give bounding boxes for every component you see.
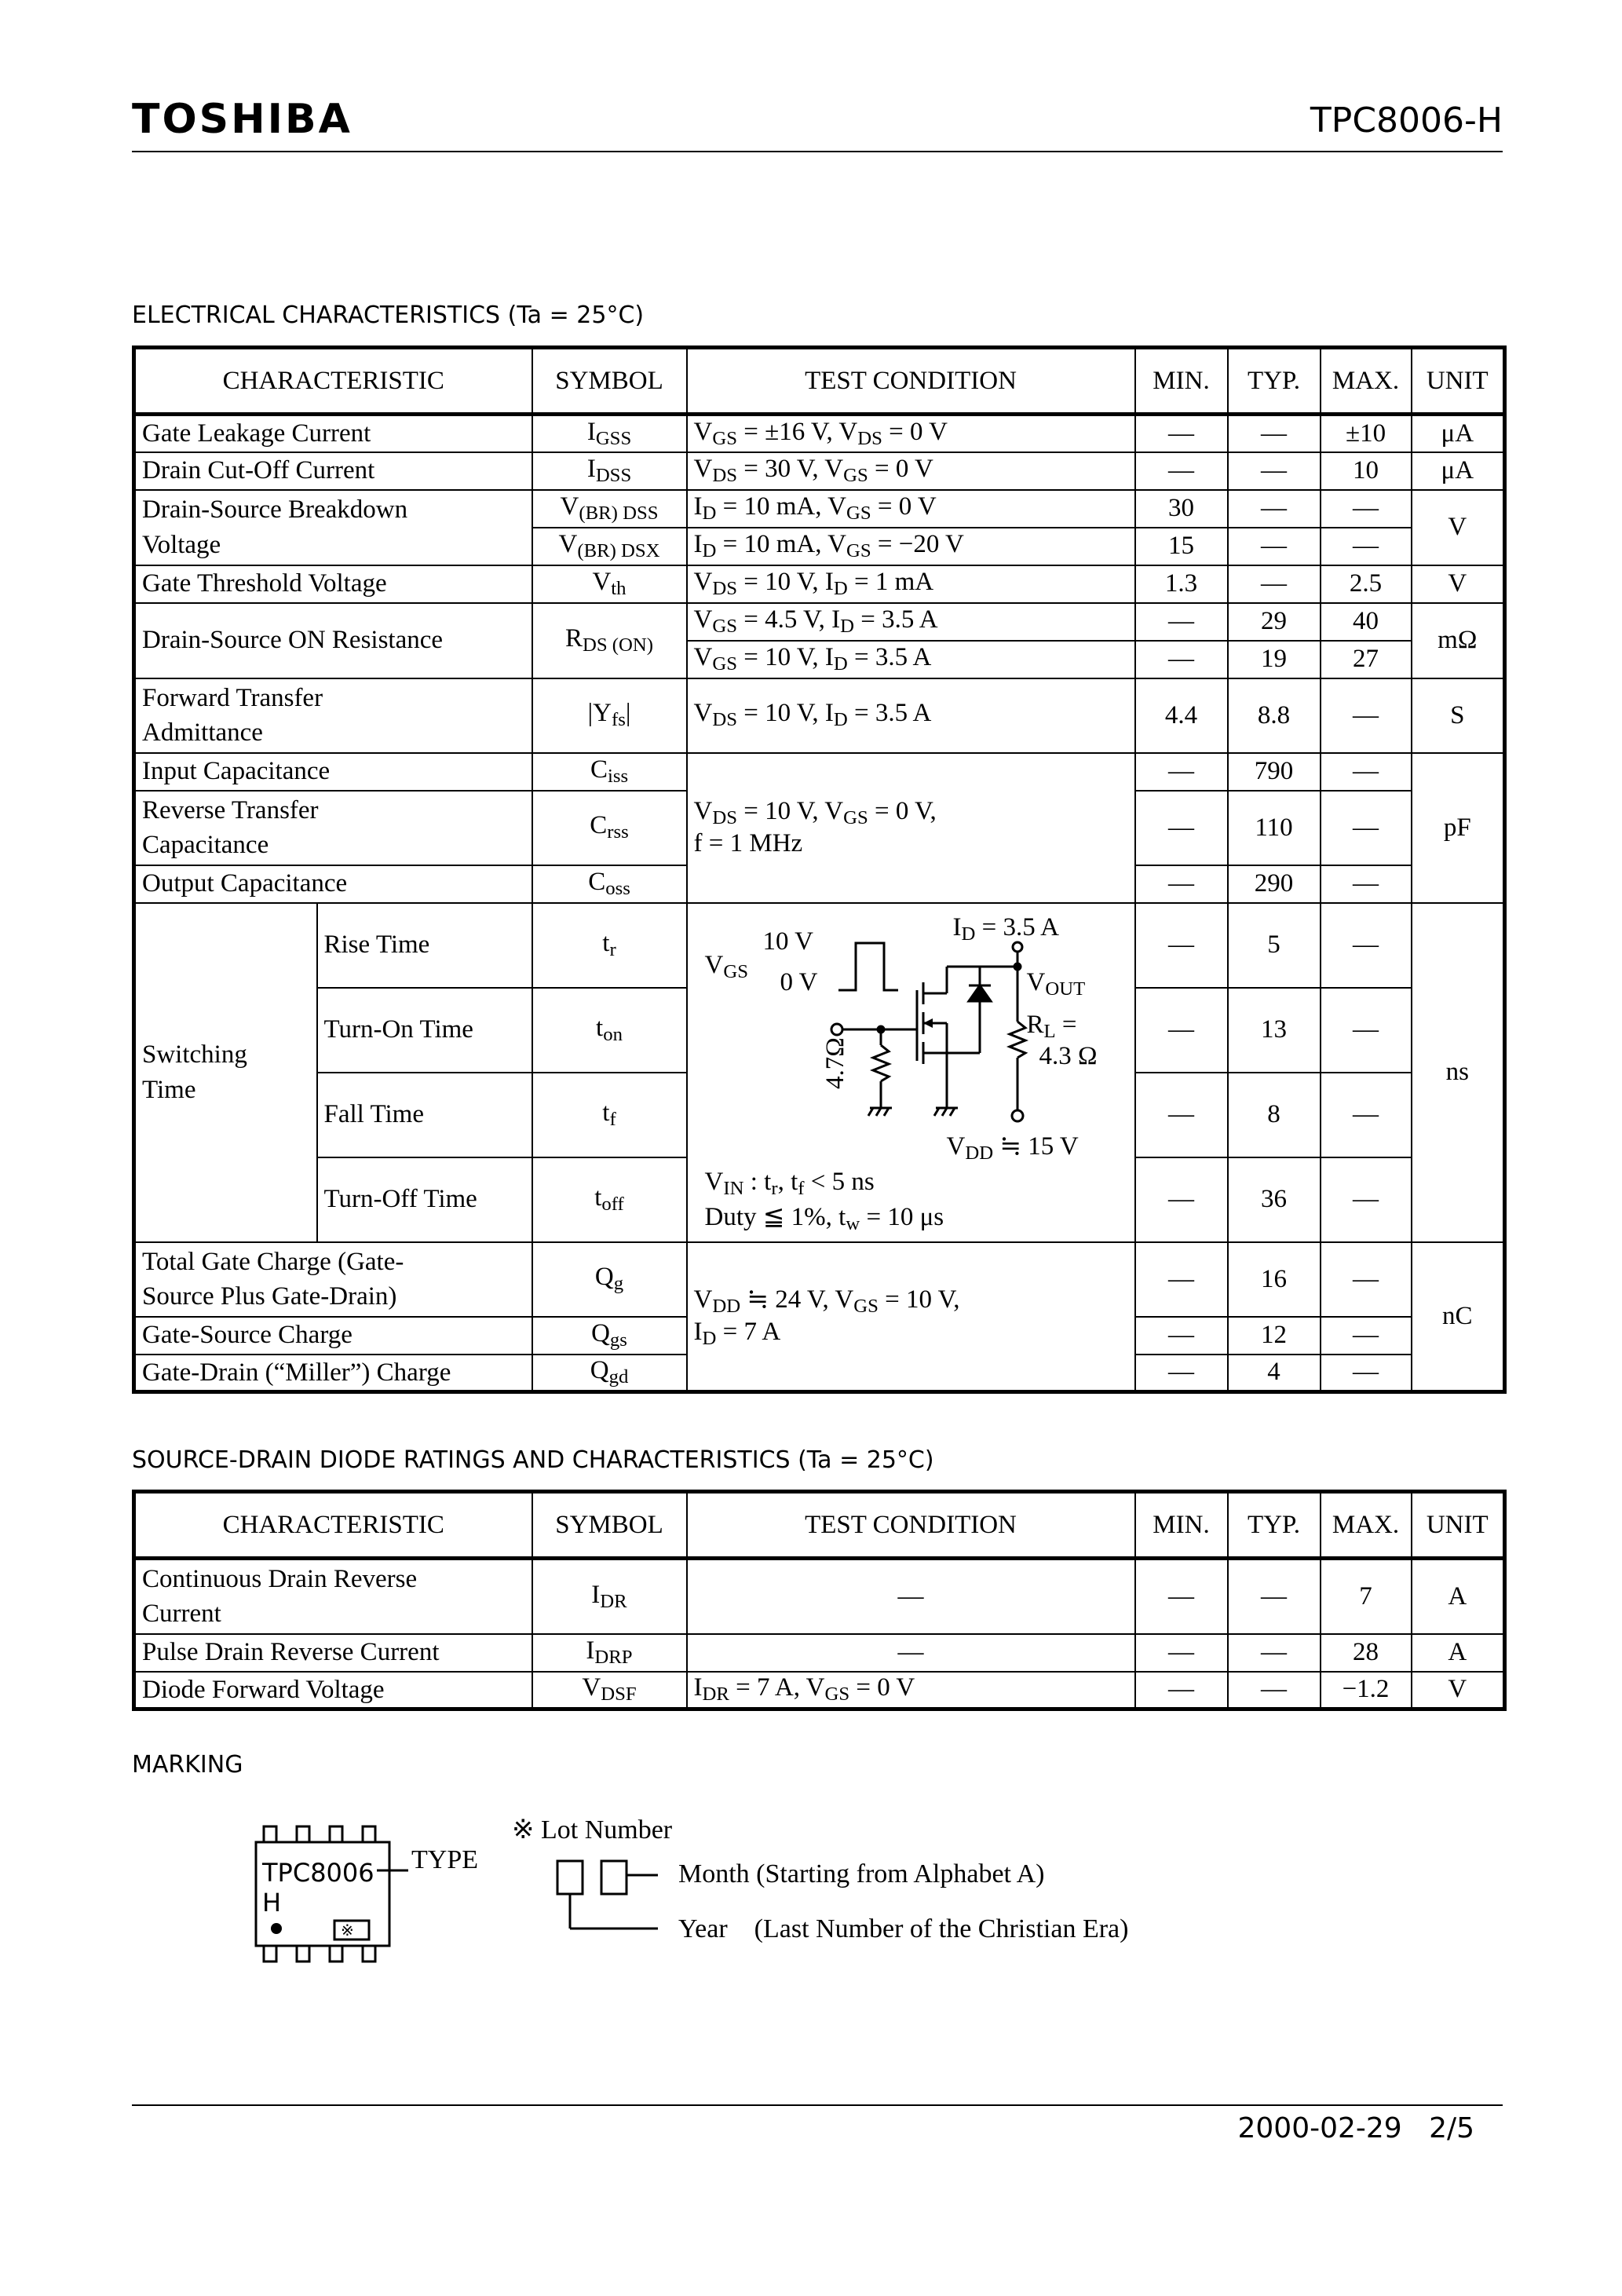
typ-value: 8.8	[1228, 678, 1321, 753]
characteristic-name: Total Gate Charge (Gate- Source Plus Gate-Drain)	[134, 1242, 532, 1317]
min-value: —	[1135, 753, 1228, 791]
table-row	[134, 1559, 1505, 1634]
typ-value: 12	[1228, 1317, 1321, 1355]
table-row	[134, 903, 1505, 988]
min-value: 30	[1135, 490, 1228, 528]
table-row	[134, 452, 1505, 490]
typ-value: —	[1228, 528, 1321, 565]
test-condition: $V_{DS} = 10$ V, $I_D = 3.5$ A	[687, 678, 1135, 753]
header-typ: TYP.	[1228, 348, 1321, 415]
header-min: MIN.	[1135, 348, 1228, 415]
header-symbol: SYMBOL	[532, 348, 687, 415]
page-header	[132, 93, 1503, 152]
symbol: $V_{(BR) DSS}$	[532, 490, 687, 528]
typ-value: 110	[1228, 791, 1321, 865]
footer-divider	[132, 2104, 1503, 2106]
min-value: —	[1135, 1073, 1228, 1157]
symbol: $C_{iss}$	[532, 753, 687, 791]
typ-value: 13	[1228, 988, 1321, 1073]
symbol: $t_f$	[532, 1073, 687, 1157]
max-value: 40	[1321, 603, 1412, 641]
min-value: —	[1135, 903, 1228, 988]
characteristic-name: Pulse Drain Reverse Current	[134, 1634, 532, 1672]
min-value: 15	[1135, 528, 1228, 565]
typ-value: 29	[1228, 603, 1321, 641]
header-test-condition: TEST CONDITION	[687, 1492, 1135, 1559]
symbol: $V_{(BR) DSX}$	[532, 528, 687, 565]
characteristic-name: Gate-Source Charge	[134, 1317, 532, 1355]
max-value: —	[1321, 528, 1412, 565]
min-value: —	[1135, 1242, 1228, 1317]
circuit-rl-value: 4.3 Ω	[1039, 1041, 1098, 1070]
symbol: $C_{rss}$	[532, 791, 687, 865]
unit: V	[1412, 1672, 1505, 1709]
characteristic-name: Drain Cut-Off Current	[134, 452, 532, 490]
max-value: 28	[1321, 1634, 1412, 1672]
max-value: —	[1321, 1157, 1412, 1242]
typ-value: 4	[1228, 1355, 1321, 1392]
lot-number-label: ※ Lot Number	[512, 1815, 673, 1844]
page-footer	[1238, 2112, 1475, 2144]
test-condition: $V_{DS} = 10$ V, $I_D = 1$ mA	[687, 565, 1135, 603]
unit: A	[1412, 1634, 1505, 1672]
characteristic-name: Continuous Drain Reverse Current	[134, 1559, 532, 1634]
table-row	[134, 603, 1505, 641]
diode-ratings-table	[132, 1490, 1507, 1711]
test-condition: —	[687, 1634, 1135, 1672]
table-row	[134, 678, 1505, 753]
package-lot-mark: ※	[341, 1922, 354, 1940]
characteristic-name: Drain-Source ON Resistance	[134, 603, 532, 678]
circuit-0v-label: 0 V	[780, 967, 818, 996]
max-value: ±10	[1321, 415, 1412, 452]
min-value: —	[1135, 603, 1228, 641]
symbol: $I_{GSS}$	[532, 415, 687, 452]
unit: ns	[1412, 903, 1505, 1242]
test-condition: $V_{GS} = \pm 16$ V, $V_{DS} = 0$ V	[687, 415, 1135, 452]
min-value: —	[1135, 415, 1228, 452]
lot-year-label: Year (Last Number of the Christian Era)	[678, 1914, 1129, 1943]
max-value: —	[1321, 678, 1412, 753]
type-label: TYPE	[411, 1845, 478, 1874]
max-value: 2.5	[1321, 565, 1412, 603]
header-symbol: SYMBOL	[532, 1492, 687, 1559]
characteristic-name: Gate Threshold Voltage	[134, 565, 532, 603]
test-condition: $I_D = 10$ mA, $V_{GS} = 0$ V	[687, 490, 1135, 528]
characteristic-name: Input Capacitance	[134, 753, 532, 791]
test-condition: $I_D = 10$ mA, $V_{GS} = -20$ V	[687, 528, 1135, 565]
symbol: $|Y_{fs}|$	[532, 678, 687, 753]
min-value: —	[1135, 791, 1228, 865]
max-value: —	[1321, 1073, 1412, 1157]
typ-value: 19	[1228, 641, 1321, 678]
unit: S	[1412, 678, 1505, 753]
max-value: —	[1321, 1317, 1412, 1355]
max-value: —	[1321, 903, 1412, 988]
unit: mΩ	[1412, 603, 1505, 678]
circuit-vout-label: $V_{OUT}$	[1026, 967, 1086, 1000]
lot-month-label: Month (Starting from Alphabet A)	[678, 1859, 1045, 1888]
circuit-vdd-label: $V_{DD}$ ≒ 15 V	[946, 1132, 1079, 1164]
symbol: $R_{DS (ON)}$	[532, 603, 687, 678]
characteristic-name: Drain-Source Breakdown Voltage	[134, 490, 532, 565]
unit: μA	[1412, 415, 1505, 452]
max-value: —	[1321, 753, 1412, 791]
typ-value: 16	[1228, 1242, 1321, 1317]
symbol: $t_{on}$	[532, 988, 687, 1073]
test-condition: $V_{GS} = 10$ V, $I_D = 3.5$ A	[687, 641, 1135, 678]
typ-value: —	[1228, 1672, 1321, 1709]
min-value: —	[1135, 1157, 1228, 1242]
typ-value: —	[1228, 565, 1321, 603]
electrical-characteristics-table	[132, 345, 1507, 1394]
max-value: —	[1321, 1242, 1412, 1317]
characteristic-name: Gate-Drain (“Miller”) Charge	[134, 1355, 532, 1392]
max-value: —	[1321, 988, 1412, 1073]
test-condition: $I_{DR} = 7$ A, $V_{GS} = 0$ V	[687, 1672, 1135, 1709]
max-value: —	[1321, 490, 1412, 528]
section-title-electrical: ELECTRICAL CHARACTERISTICS (Ta = 25°C)	[132, 302, 645, 329]
characteristic-name: Diode Forward Voltage	[134, 1672, 532, 1709]
typ-value: 5	[1228, 903, 1321, 988]
min-value: —	[1135, 1317, 1228, 1355]
unit: V	[1412, 565, 1505, 603]
table-row	[134, 1242, 1505, 1317]
min-value: —	[1135, 641, 1228, 678]
switching-time-group: Switching Time	[134, 903, 317, 1242]
circuit-10v-label: 10 V	[762, 927, 814, 956]
marking-diagram	[236, 1814, 1531, 1979]
characteristic-name: Turn-Off Time	[317, 1157, 532, 1242]
symbol: $Q_{gd}$	[532, 1355, 687, 1392]
section-title-marking: MARKING	[132, 1751, 243, 1779]
characteristic-name: Fall Time	[317, 1073, 532, 1157]
symbol: $Q_g$	[532, 1242, 687, 1317]
typ-value: —	[1228, 1634, 1321, 1672]
typ-value: —	[1228, 1559, 1321, 1634]
test-condition: $V_{DD}$ ≒ 24 V, $V_{GS} = 10$ V, $I_D = 7$ A	[687, 1242, 1135, 1392]
symbol: $I_{DRP}$	[532, 1634, 687, 1672]
max-value: −1.2	[1321, 1672, 1412, 1709]
min-value: —	[1135, 1634, 1228, 1672]
unit: μA	[1412, 452, 1505, 490]
characteristic-name: Output Capacitance	[134, 865, 532, 903]
min-value: 4.4	[1135, 678, 1228, 753]
min-value: —	[1135, 1355, 1228, 1392]
symbol: $C_{oss}$	[532, 865, 687, 903]
unit: pF	[1412, 753, 1505, 903]
table-row	[134, 490, 1505, 528]
characteristic-name: Gate Leakage Current	[134, 415, 532, 452]
min-value: —	[1135, 1559, 1228, 1634]
part-number: TPC8006-H	[1310, 101, 1503, 141]
switching-test-circuit	[687, 903, 1135, 1242]
min-value: —	[1135, 1672, 1228, 1709]
characteristic-name: Forward Transfer Admittance	[134, 678, 532, 753]
footer-date: 2000-02-29	[1237, 2112, 1402, 2144]
typ-value: 8	[1228, 1073, 1321, 1157]
unit: nC	[1412, 1242, 1505, 1392]
symbol: $I_{DSS}$	[532, 452, 687, 490]
typ-value: —	[1228, 490, 1321, 528]
header-test-condition: TEST CONDITION	[687, 348, 1135, 415]
max-value: 10	[1321, 452, 1412, 490]
circuit-vgs-label: $V_{GS}$	[704, 950, 748, 982]
toshiba-logo: TOSHIBA	[132, 96, 353, 143]
test-condition: $V_{DS} = 10$ V, $V_{GS} = 0$ V, f = 1 MHz	[687, 753, 1135, 903]
max-value: 7	[1321, 1559, 1412, 1634]
header-characteristic: CHARACTERISTIC	[134, 348, 532, 415]
characteristic-name: Rise Time	[317, 903, 532, 988]
package-marking-line1: TPC8006	[262, 1858, 374, 1888]
test-condition: $V_{DS} = 30$ V, $V_{GS} = 0$ V	[687, 452, 1135, 490]
header-typ: TYP.	[1228, 1492, 1321, 1559]
table-row	[134, 753, 1505, 791]
min-value: —	[1135, 452, 1228, 490]
header-min: MIN.	[1135, 1492, 1228, 1559]
package-marking-line2: H	[262, 1888, 282, 1918]
typ-value: 36	[1228, 1157, 1321, 1242]
table-row	[134, 1672, 1505, 1709]
table-row	[134, 415, 1505, 452]
header-max: MAX.	[1321, 348, 1412, 415]
header-unit: UNIT	[1412, 1492, 1505, 1559]
typ-value: —	[1228, 415, 1321, 452]
max-value: —	[1321, 1355, 1412, 1392]
typ-value: 290	[1228, 865, 1321, 903]
circuit-resistor-label: 4.7Ω	[820, 1036, 849, 1089]
header-max: MAX.	[1321, 1492, 1412, 1559]
symbol: $Q_{gs}$	[532, 1317, 687, 1355]
min-value: 1.3	[1135, 565, 1228, 603]
unit: A	[1412, 1559, 1505, 1634]
characteristic-name: Reverse Transfer Capacitance	[134, 791, 532, 865]
symbol: $t_{off}$	[532, 1157, 687, 1242]
characteristic-name: Turn-On Time	[317, 988, 532, 1073]
circuit-vin-label: $V_{IN}$ : $t_r$, $t_f < 5$ ns	[704, 1167, 875, 1199]
symbol: $I_{DR}$	[532, 1559, 687, 1634]
header-unit: UNIT	[1412, 348, 1505, 415]
test-condition: —	[687, 1559, 1135, 1634]
min-value: —	[1135, 865, 1228, 903]
test-condition: $V_{GS} = 4.5$ V, $I_D = 3.5$ A	[687, 603, 1135, 641]
max-value: 27	[1321, 641, 1412, 678]
min-value: —	[1135, 988, 1228, 1073]
header-characteristic: CHARACTERISTIC	[134, 1492, 532, 1559]
symbol: $t_r$	[532, 903, 687, 988]
section-title-diode: SOURCE-DRAIN DIODE RATINGS AND CHARACTERISTICS (Ta = 25°C)	[132, 1446, 934, 1474]
symbol: $V_{th}$	[532, 565, 687, 603]
circuit-duty-label: Duty ≦ 1%, $t_w = 10$ μs	[704, 1202, 944, 1234]
footer-page: 2/5	[1429, 2112, 1474, 2144]
table-row	[134, 565, 1505, 603]
table-row	[134, 1634, 1505, 1672]
max-value: —	[1321, 791, 1412, 865]
max-value: —	[1321, 865, 1412, 903]
typ-value: —	[1228, 452, 1321, 490]
unit: V	[1412, 490, 1505, 565]
symbol: $V_{DSF}$	[532, 1672, 687, 1709]
circuit-id-label: $I_D = 3.5$ A	[952, 912, 1060, 945]
typ-value: 790	[1228, 753, 1321, 791]
circuit-rl-label: $R_L$ =	[1026, 1010, 1077, 1042]
